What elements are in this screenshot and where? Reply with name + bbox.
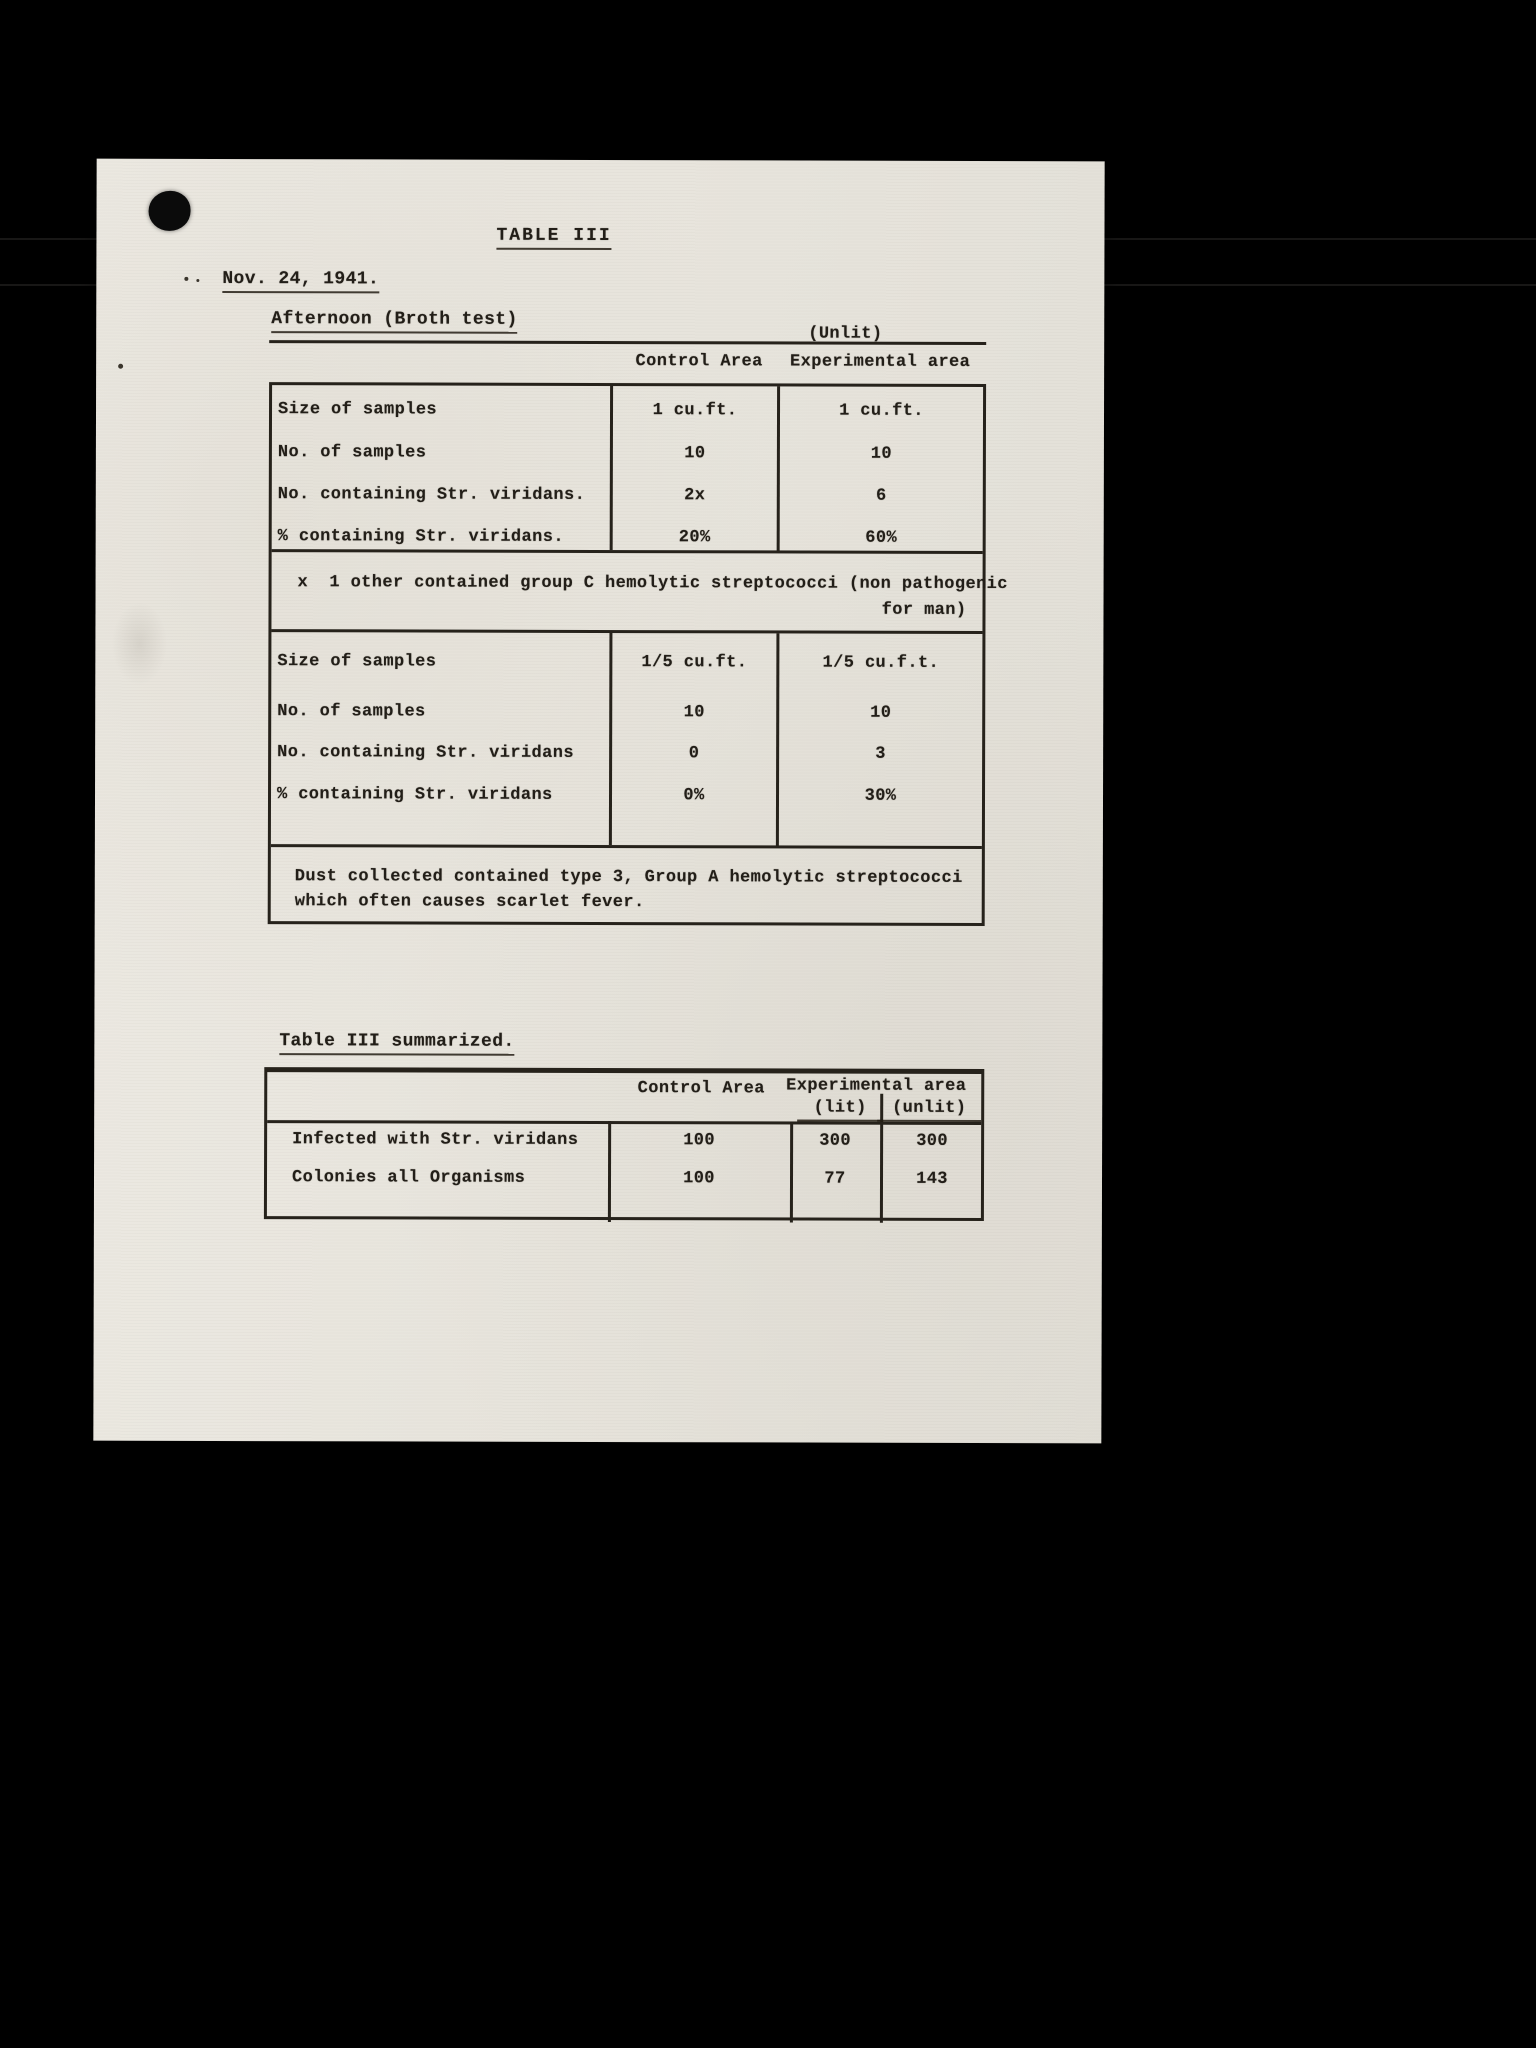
row-label: No. of samples (277, 443, 427, 463)
summary-heading: Table III summarized. (279, 1031, 514, 1056)
ink-speck (196, 279, 199, 282)
cell-value: 1/5 cu.ft. (641, 653, 748, 673)
cell-value: 0% (683, 786, 705, 806)
cell-value: 143 (916, 1169, 948, 1189)
column-header-experimental: Experimental area (790, 352, 971, 372)
row-label: Infected with Str. viridans (292, 1130, 579, 1150)
row-label: Size of samples (277, 652, 437, 672)
page-title: TABLE III (496, 226, 611, 250)
note-line: Dust collected contained type 3, Group A hemolytic streptococci (294, 867, 963, 888)
cell-value: 1 cu.ft. (652, 401, 738, 421)
cell-value: 10 (870, 444, 893, 464)
summary-subheader-lit: (lit) (797, 1099, 883, 1122)
cell-value: 60% (865, 528, 898, 548)
broth-test-table (268, 382, 1008, 926)
unlit-label: (Unlit) (808, 324, 883, 344)
cell-value: 10 (683, 703, 705, 723)
scan-smudge (109, 599, 169, 689)
cell-value: 1/5 cu.f.t. (822, 653, 940, 673)
document-page (93, 159, 1104, 1444)
ink-speck (118, 364, 123, 369)
cell-value: 0 (688, 744, 700, 764)
cell-value: 77 (824, 1169, 846, 1189)
ink-speck (184, 277, 188, 281)
cell-value: 30% (864, 786, 897, 806)
row-label: Colonies all Organisms (291, 1168, 526, 1188)
row-label: % containing Str. viridans (276, 785, 553, 805)
cell-value: 100 (683, 1169, 715, 1189)
summary-header-control: Control Area (637, 1079, 765, 1099)
cell-value: 100 (683, 1131, 716, 1151)
cell-value: 1 cu.ft. (839, 401, 924, 421)
cell-value: 10 (870, 703, 892, 723)
row-label: No. of samples (277, 702, 426, 722)
cell-value: 10 (684, 444, 706, 464)
table-divider (271, 629, 982, 634)
cell-value: 20% (678, 528, 711, 548)
row-label: % containing Str. viridans. (277, 527, 564, 547)
note-line: which often causes scarlet fever. (294, 892, 645, 913)
cell-value: 6 (875, 486, 887, 506)
footnote-line: x 1 other contained group C hemolytic streptococci (non pathogenic (297, 573, 1008, 595)
summary-header-experimental: Experimental area (786, 1076, 967, 1096)
column-header-control: Control Area (635, 352, 763, 372)
date-heading: Nov. 24, 1941. (222, 269, 379, 293)
footnote-line: for man) (881, 600, 967, 620)
row-label: No. containing Str. viridans. (277, 485, 586, 505)
cell-value: 3 (875, 744, 886, 764)
cell-value: 300 (819, 1131, 852, 1151)
cell-value: 2x (684, 486, 706, 506)
table-divider (272, 549, 983, 554)
row-label: No. containing Str. viridans (277, 743, 575, 763)
summary-table (264, 1067, 984, 1221)
section-heading: Afternoon (Broth test) (271, 309, 518, 334)
summary-subheader-unlit: (unlit) (877, 1099, 981, 1122)
table-divider (271, 844, 982, 849)
punch-hole (148, 191, 190, 231)
row-label: Size of samples (277, 400, 438, 420)
cell-value: 300 (916, 1131, 949, 1151)
